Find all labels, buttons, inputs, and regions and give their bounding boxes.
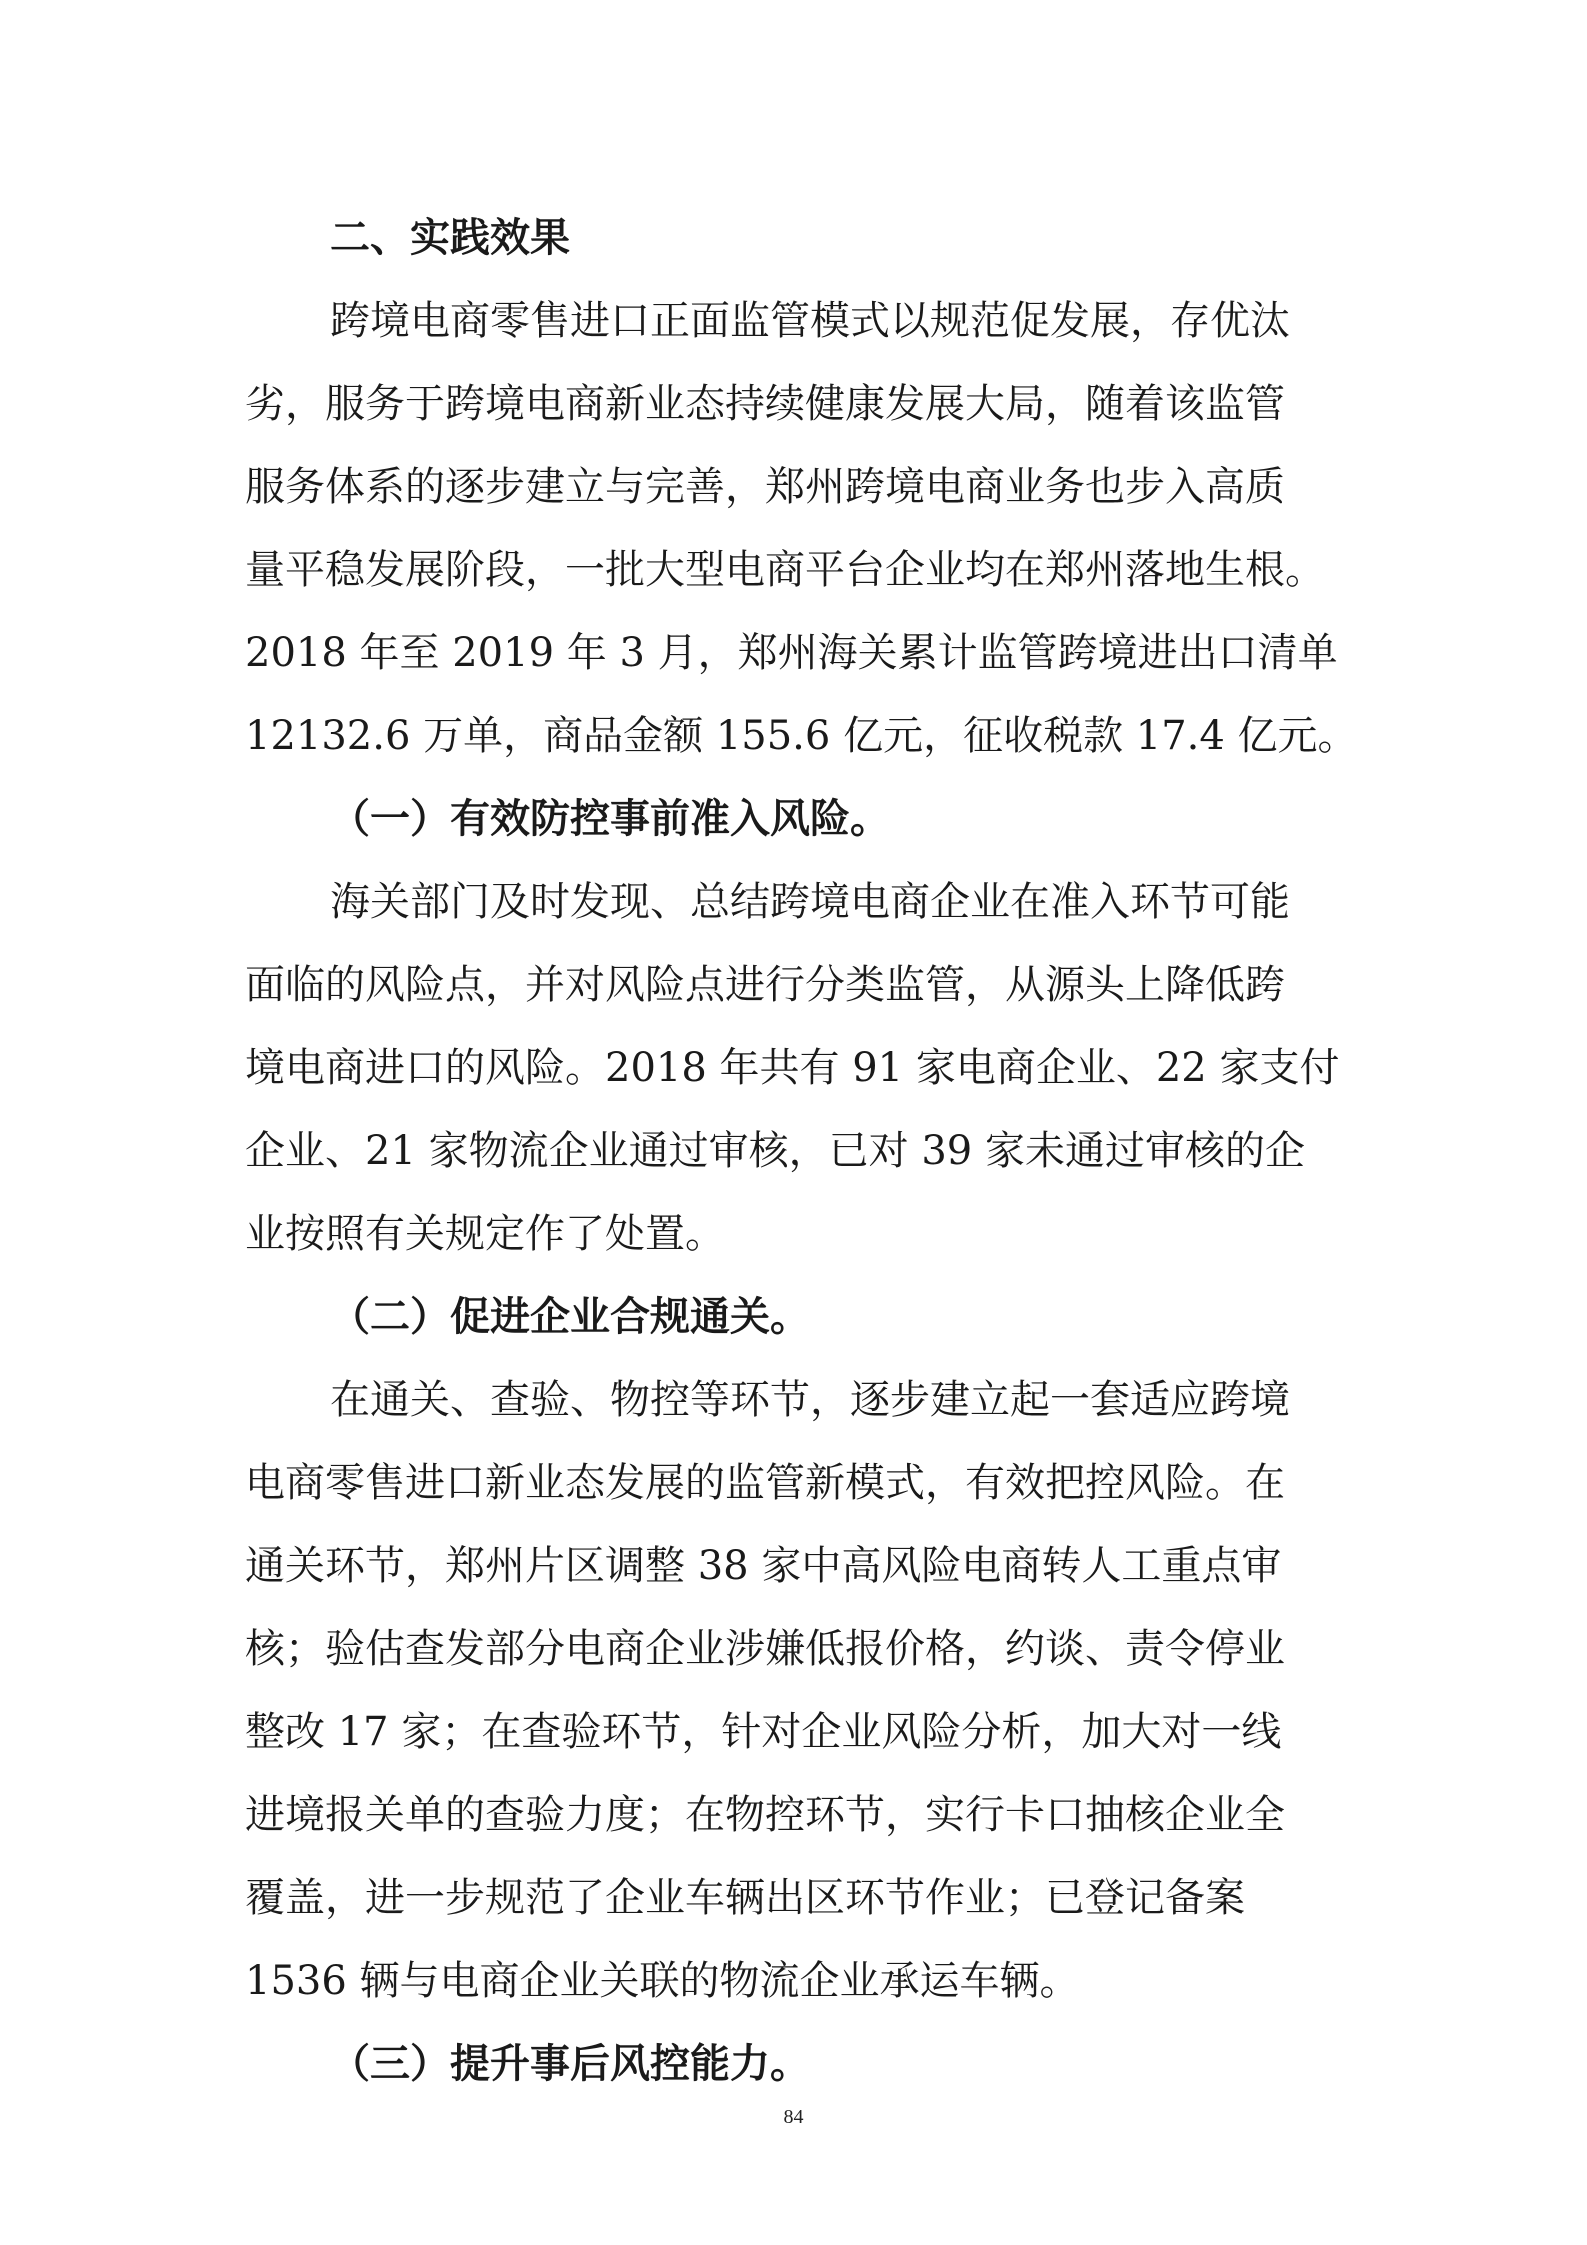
section-heading-practice-effect — [0, 210, 1587, 266]
line-text: 业按照有关规定作了处置。 — [245, 1211, 725, 1257]
line-text: 企业、21 家物流企业通过审核，已对 39 家未通过审核的企 — [245, 1128, 1305, 1174]
line-text: 通关环节，郑州片区调整 38 家中高风险电商转人工重点审 — [245, 1543, 1282, 1589]
line-text: 整改 17 家；在查验环节，针对企业风险分析，加大对一线 — [245, 1709, 1282, 1755]
line-text: 核；验估查发部分电商企业涉嫌低报价格，约谈、责令停业 — [245, 1626, 1285, 1672]
line-text: 服务体系的逐步建立与完善，郑州跨境电商业务也步入高质 — [245, 464, 1285, 510]
paragraph-line — [0, 293, 1587, 349]
paragraph-line — [0, 1953, 1587, 2009]
subsection-heading-2 — [0, 1289, 1587, 1345]
paragraph-line — [0, 874, 1587, 930]
paragraph-line — [0, 1206, 1587, 1262]
line-text: （一）有效防控事前准入风险。 — [330, 796, 890, 842]
line-text: 量平稳发展阶段，一批大型电商平台企业均在郑州落地生根。 — [245, 547, 1325, 593]
line-text: 劣，服务于跨境电商新业态持续健康发展大局，随着该监管 — [245, 381, 1285, 427]
paragraph-line — [0, 1040, 1587, 1096]
line-text: 1536 辆与电商企业关联的物流企业承运车辆。 — [245, 1958, 1080, 2004]
paragraph-line — [0, 625, 1587, 681]
line-text: （三）提升事后风控能力。 — [330, 2041, 810, 2087]
line-text: 境电商进口的风险。2018 年共有 91 家电商企业、22 家支付 — [245, 1045, 1340, 1091]
line-text: 二、实践效果 — [330, 215, 570, 261]
paragraph-line — [0, 1372, 1587, 1428]
page-number: 84 — [783, 2106, 804, 2128]
paragraph-line — [0, 1787, 1587, 1843]
line-text: 面临的风险点，并对风险点进行分类监管，从源头上降低跨 — [245, 962, 1285, 1008]
paragraph-line — [0, 542, 1587, 598]
paragraph-line — [0, 1123, 1587, 1179]
line-text: 2018 年至 2019 年 3 月，郑州海关累计监管跨境进出口清单 — [245, 630, 1338, 676]
line-text: 海关部门及时发现、总结跨境电商企业在准入环节可能 — [330, 879, 1290, 925]
line-text: 在通关、查验、物控等环节，逐步建立起一套适应跨境 — [330, 1377, 1290, 1423]
paragraph-line — [0, 1870, 1587, 1926]
paragraph-line — [0, 1538, 1587, 1594]
paragraph-line — [0, 459, 1587, 515]
paragraph-line — [0, 957, 1587, 1013]
paragraph-line — [0, 708, 1587, 764]
line-text: 12132.6 万单，商品金额 155.6 亿元，征收税款 17.4 亿元。 — [245, 713, 1358, 759]
subsection-heading-1 — [0, 791, 1587, 847]
line-text: 覆盖，进一步规范了企业车辆出区环节作业；已登记备案 — [245, 1875, 1245, 1921]
line-text: 进境报关单的查验力度；在物控环节，实行卡口抽核企业全 — [245, 1792, 1285, 1838]
paragraph-line — [0, 376, 1587, 432]
line-text: （二）促进企业合规通关。 — [330, 1294, 810, 1340]
paragraph-line — [0, 1704, 1587, 1760]
paragraph-line — [0, 1621, 1587, 1677]
subsection-heading-3 — [0, 2036, 1587, 2092]
line-text: 电商零售进口新业态发展的监管新模式，有效把控风险。在 — [245, 1460, 1285, 1506]
line-text: 跨境电商零售进口正面监管模式以规范促发展，存优汰 — [330, 298, 1290, 344]
paragraph-line — [0, 1455, 1587, 1511]
